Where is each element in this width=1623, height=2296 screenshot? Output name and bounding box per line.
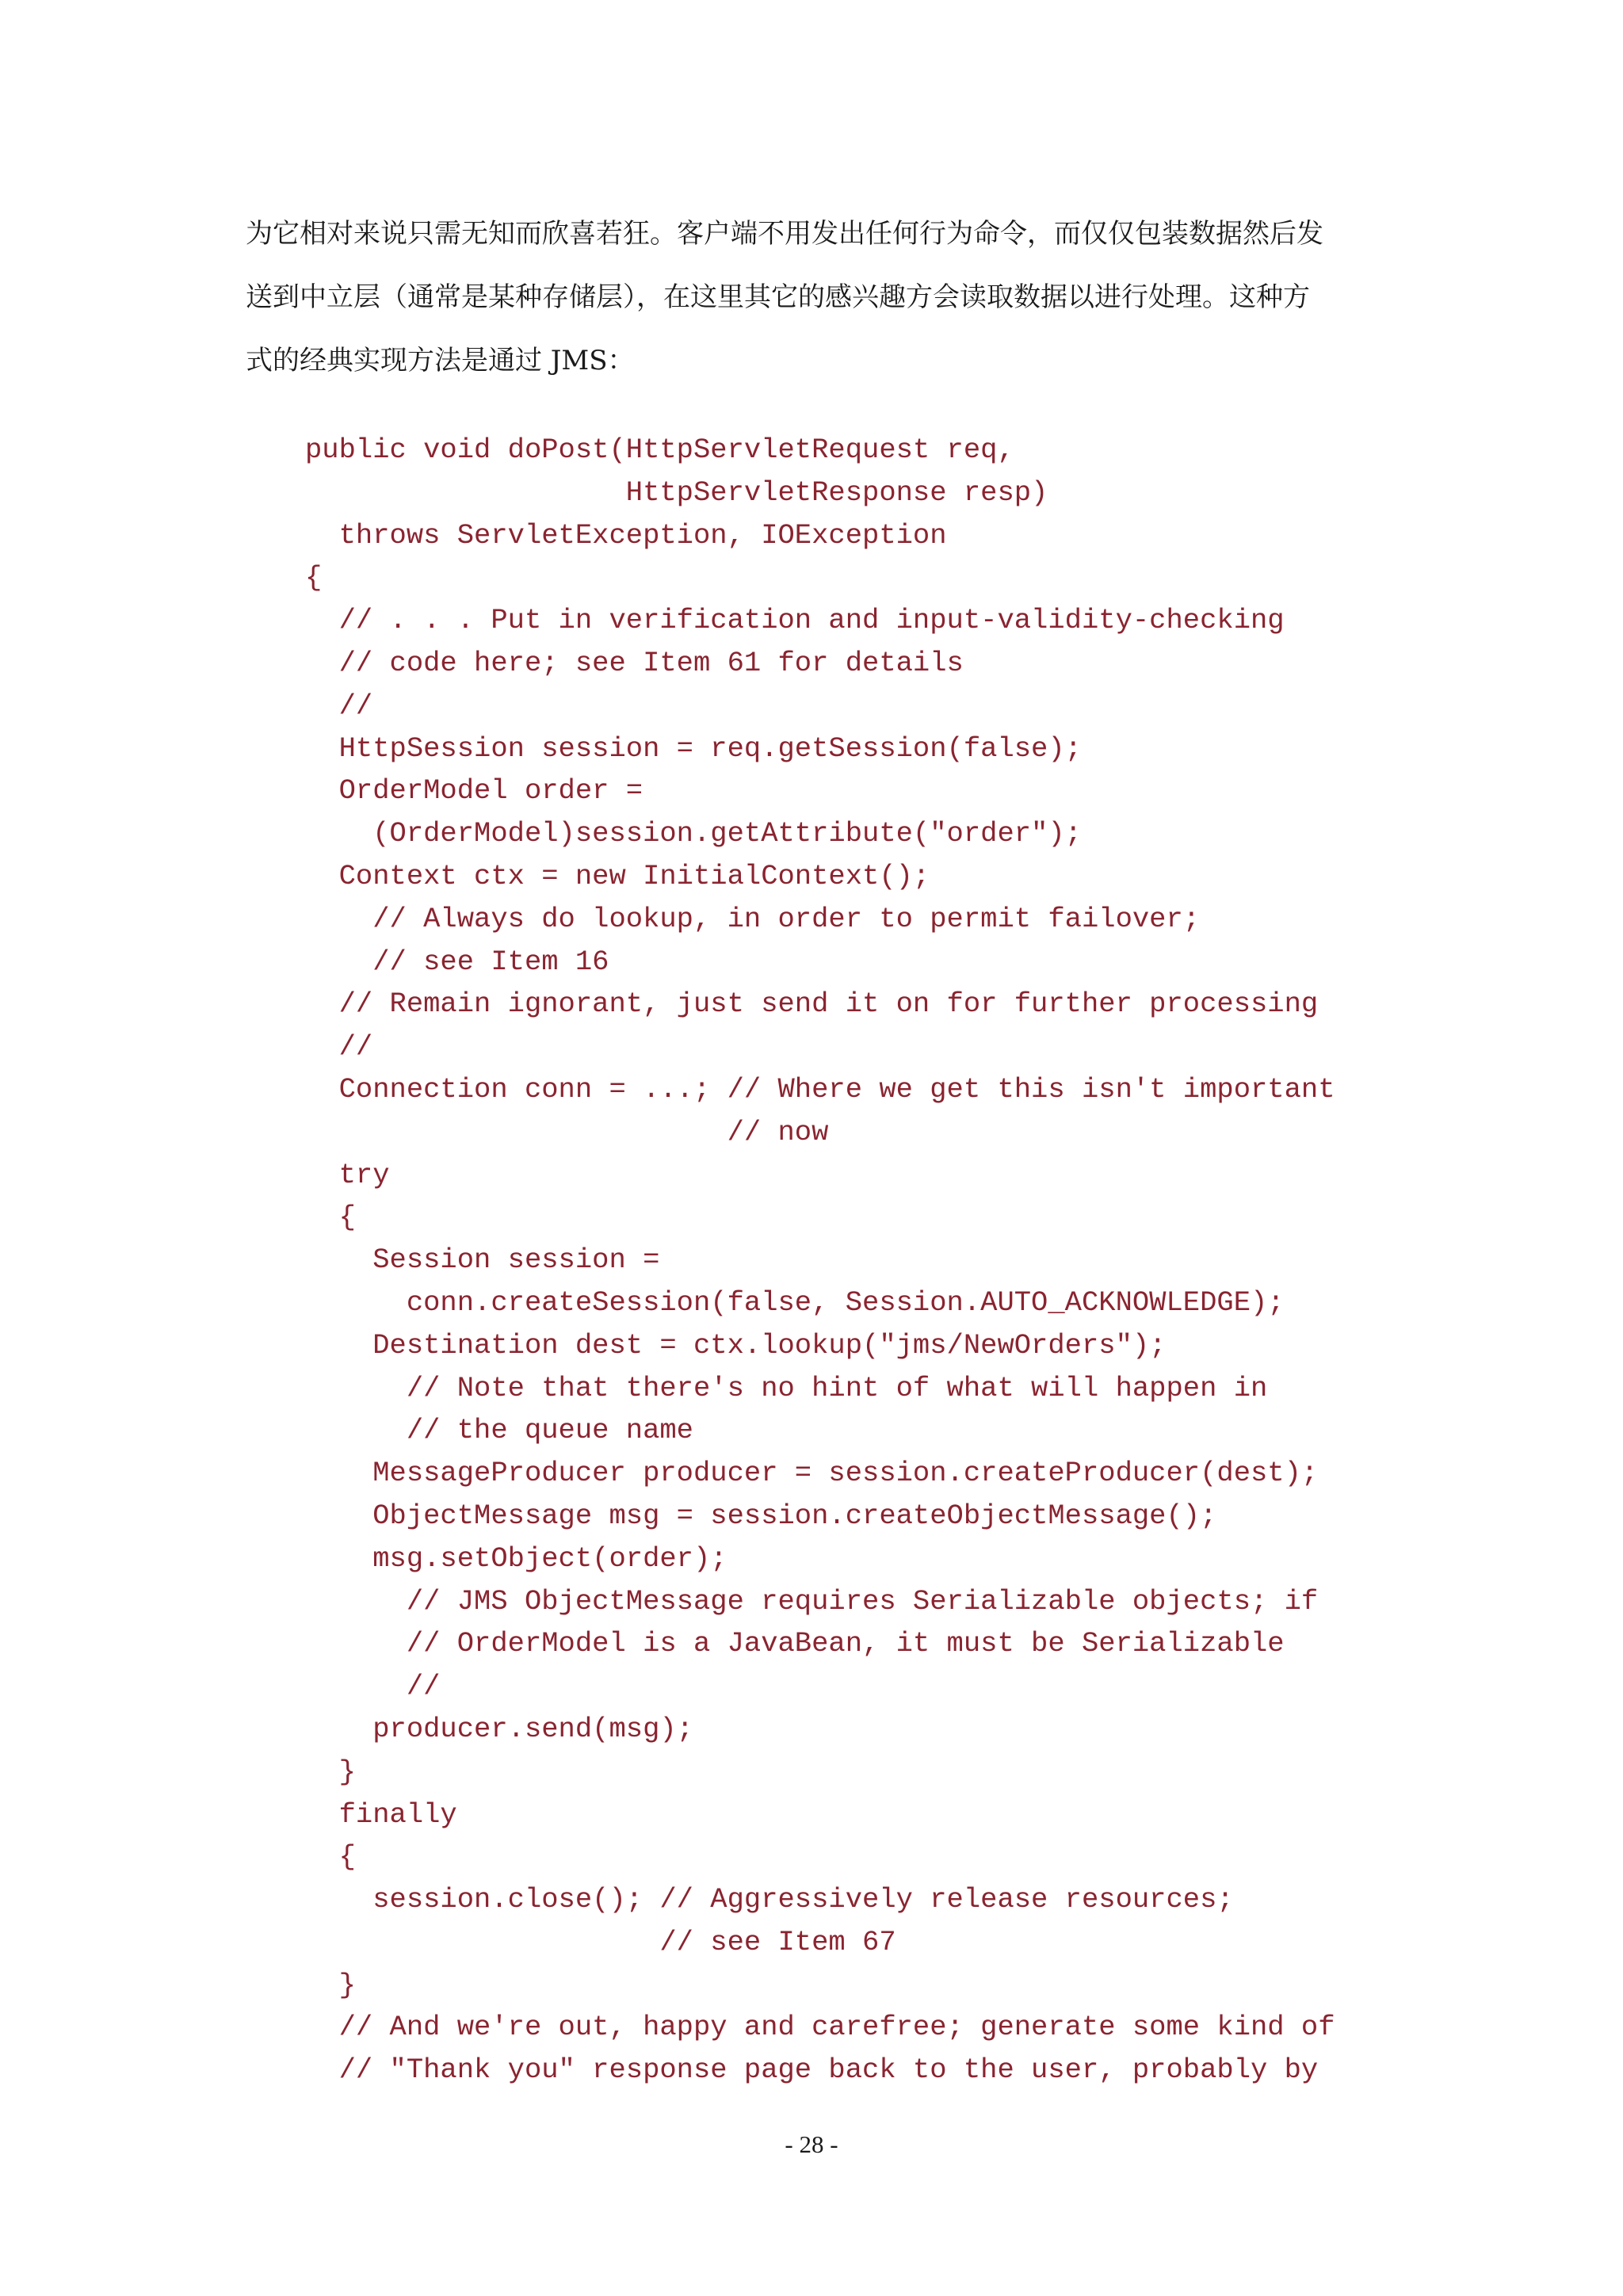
code-line: conn.createSession(false, Session.AUTO_ACKNOWLEDGE); [305, 1286, 1285, 1319]
code-line: { [305, 1201, 356, 1234]
code-line: msg.setObject(order); [305, 1541, 727, 1575]
code-line: OrderModel order = [305, 774, 643, 808]
code-line: } [305, 1755, 356, 1788]
code-line: MessageProducer producer = session.createProducer(dest); [305, 1457, 1319, 1490]
code-line: { [305, 1840, 356, 1874]
code-line: // code here; see Item 61 for details [305, 646, 964, 679]
paragraph-line: 式的经典实现方法是通过 JMS： [246, 345, 635, 376]
code-line: Session session = [305, 1244, 660, 1277]
code-listing [305, 429, 1335, 2092]
code-line: // [305, 689, 373, 722]
paragraph-line: 送到中立层（通常是某种存储层），在这里其它的感兴趣方会读取数据以进行处理。这种方 [246, 281, 1310, 313]
code-line: // OrderModel is a JavaBean, it must be Serializable [305, 1627, 1285, 1660]
code-line: // now [305, 1115, 829, 1148]
code-line: // the queue name [305, 1414, 693, 1447]
code-line: session.close(); // Aggressively release resources; [305, 1883, 1234, 1916]
page-number: - 28 - [785, 2130, 838, 2158]
code-line: (OrderModel)session.getAttribute("order"); [305, 817, 1082, 850]
code-line: public void doPost(HttpServletRequest req, [305, 434, 1014, 466]
code-line: // JMS ObjectMessage requires Serializable objects; if [305, 1584, 1319, 1618]
code-line: // Always do lookup, in order to permit failover; [305, 902, 1201, 935]
code-line: producer.send(msg); [305, 1712, 693, 1745]
code-line: try [305, 1158, 390, 1191]
code-line: // see Item 16 [305, 945, 609, 978]
code-line: // [305, 1670, 441, 1703]
intro-paragraph [246, 202, 1379, 392]
paragraph-line: 为它相对来说只需无知而欣喜若狂。客户端不用发出任何行为命令，而仅仅包装数据然后发 [246, 218, 1323, 250]
code-line: { [305, 561, 323, 594]
code-line: // "Thank you" response page back to the user, probably by [305, 2053, 1319, 2087]
code-line: // . . . Put in verification and input-validity-checking [305, 604, 1285, 637]
code-line: throws ServletException, IOException [305, 518, 947, 552]
code-line: Connection conn = ...; // Where we get this isn't important [305, 1072, 1335, 1106]
code-line: // see Item 67 [305, 1925, 896, 1958]
code-line: HttpServletResponse resp) [305, 476, 1048, 509]
code-line: // Remain ignorant, just send it on for further processing [305, 988, 1319, 1021]
code-line: } [305, 1968, 356, 2001]
code-line: // Note that there's no hint of what will happen in [305, 1371, 1268, 1404]
code-line: // [305, 1030, 373, 1064]
code-line: finally [305, 1797, 457, 1831]
code-line: ObjectMessage msg = session.createObjectMessage(); [305, 1499, 1217, 1532]
code-line: Context ctx = new InitialContext(); [305, 859, 930, 892]
code-line: Destination dest = ctx.lookup("jms/NewOrders"); [305, 1328, 1167, 1362]
code-line: HttpSession session = req.getSession(false); [305, 732, 1082, 765]
code-line: // And we're out, happy and carefree; generate some kind of [305, 2011, 1335, 2044]
